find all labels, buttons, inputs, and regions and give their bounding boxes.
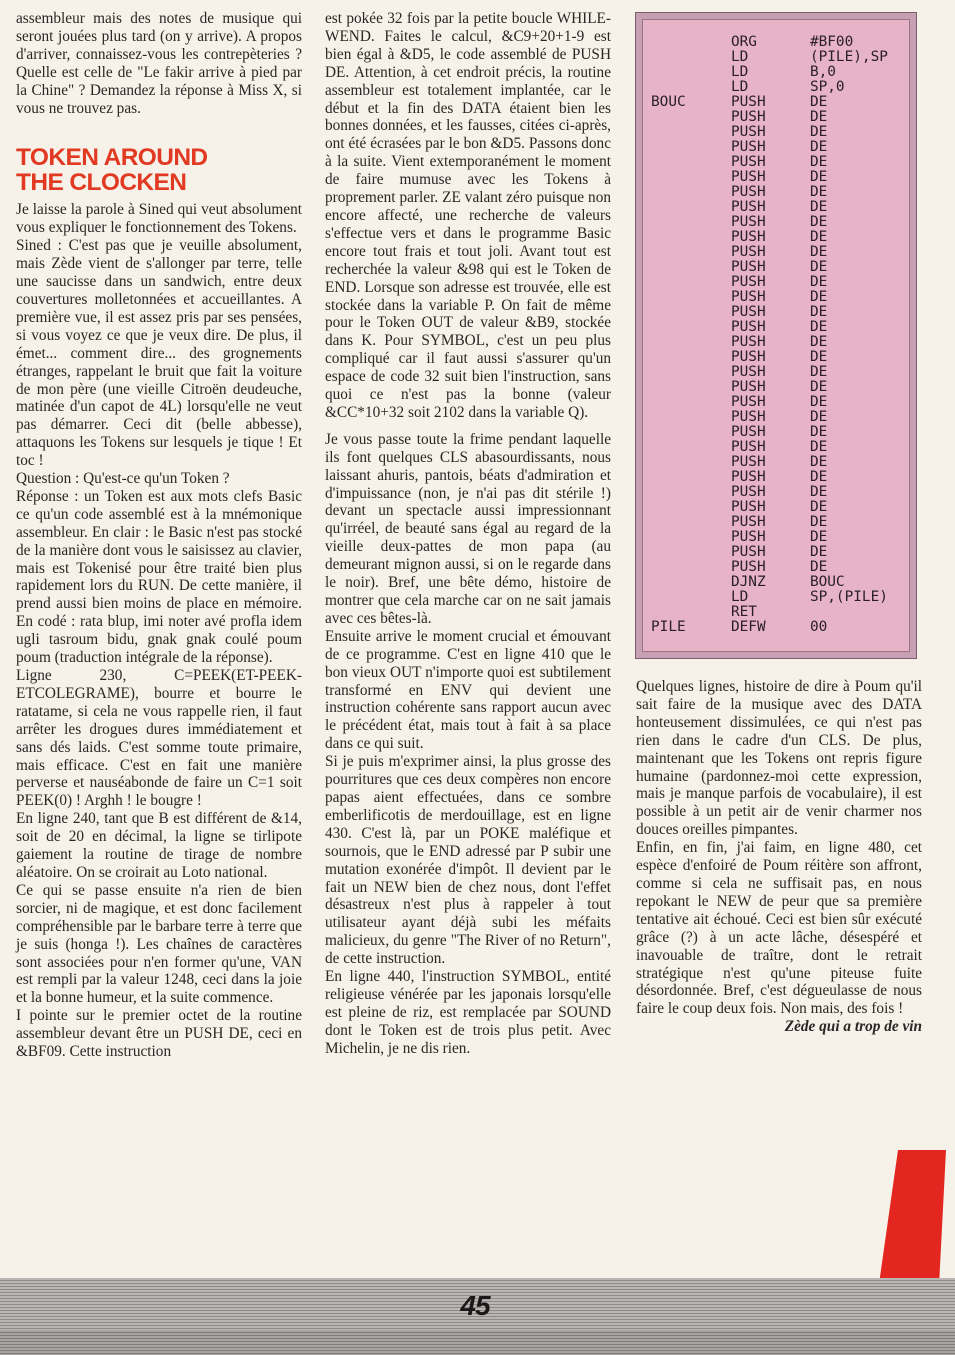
- paragraph: Réponse : un Token est aux mots clefs Basic ce qu'un code assemblé est à la mnémonique assembleur. En clair : le Basic n'est pas stocké de la manière dont vous le saisissez au clavier, mais est Tokenisé pour être traité bien plus rapidement lors du RUN. De cette manière, il prend aussi bien moins de place en mémoire. En codé : rata blup, imi noter avé profla idem ugli tasroum bidu, gnak gnak coulé poum poum (traduction intégrale de la réponse).: [16, 487, 302, 667]
- code-mnemonic: PUSH: [730, 244, 766, 260]
- code-mnemonic: PUSH: [730, 514, 766, 530]
- code-operand: DE: [809, 334, 828, 350]
- paragraph: est pokée 32 fois par la petite boucle WHILE-WEND. Faites le calcul, &C9+20+1-9 est bien égal à &D5, le code assemblé de PUSH DE. Attention, à cet endroit précis, la routine assembleur est totalement implantée, car le début et la fin des DATA étaient bien les bonnes données, et les fausses, citées ci-après, ont été écrasées par le bon &D5. Passons donc à la suite. Vient extemporanément le moment de faire mumuse avec les Tokens à proprement parler. ZE valant zéro puisque non encore affecté, une recherche de valeurs s'effectue vers et dans le programme Basic encore tout frais et tout joli. Avant tout est recherchée la valeur &98 qui est le Token de END. Lorsque son adresse est trouvée, elle est stockée dans la variable P. On fait de même pour le Token OUT de valeur &B9, stockée dans K. Pour SYMBOL, c'est un peu plus compliqué car il faut aussi s'assurer qu'un espace de code 32 suit bien l'instruction, sans quoi ce n'est pas la bonne (valeur &CC*10+32 soit 2102 dans la variable Q).: [325, 10, 611, 421]
- code-label: [647, 485, 731, 500]
- code-label: [647, 410, 731, 425]
- paragraph: Ce qui se passe ensuite n'a rien de bien sorcier, ni de magique, et est donc facilement compréhensible par le barbare terre à terre que je suis (honga !). Les chaînes de caractères sont associées pour n'en former qu'une, VAN est rempli par la valeur 1248, ceci dans la joie et la bonne humeur, et la suite commence.: [16, 881, 302, 1007]
- code-operand: DE: [809, 94, 828, 110]
- code-operand: 00: [809, 619, 828, 635]
- paragraph: En ligne 440, l'instruction SYMBOL, entité religieuse vénérée par les japonais lorsqu'elle est pleine de riz, est remplacée par SOUND dont le Token est de trois plus petit. Avec Michelin, je ne dis rien.: [325, 968, 611, 1057]
- code-line: [647, 575, 909, 590]
- code-operand: DE: [809, 274, 828, 290]
- code-mnemonic: PUSH: [730, 169, 766, 185]
- code-operand: DE: [809, 349, 828, 365]
- code-label: [647, 170, 731, 185]
- author-signature: Zède qui a trop de vin: [784, 1018, 922, 1036]
- code-label: [647, 530, 731, 545]
- code-operand: DE: [809, 169, 828, 185]
- code-line: [647, 50, 909, 65]
- code-label: [647, 320, 731, 335]
- code-label: [647, 575, 731, 590]
- article-column-3: [636, 678, 922, 1036]
- code-line: [647, 35, 909, 50]
- code-mnemonic: PUSH: [730, 259, 766, 275]
- code-mnemonic: PUSH: [730, 379, 766, 395]
- code-mnemonic: PUSH: [730, 394, 766, 410]
- code-label: [647, 365, 731, 380]
- code-label: [647, 590, 731, 605]
- code-line: [647, 350, 909, 365]
- footer-band-lower: [0, 1330, 955, 1355]
- code-operand: DE: [809, 559, 828, 575]
- code-line: [647, 395, 909, 410]
- code-line: [647, 155, 909, 170]
- section-heading: [16, 145, 302, 195]
- code-line: [647, 425, 909, 440]
- code-mnemonic: PUSH: [730, 229, 766, 245]
- code-mnemonic: PUSH: [730, 499, 766, 515]
- code-operand: DE: [809, 409, 828, 425]
- code-line: [647, 200, 909, 215]
- code-label: [647, 230, 731, 245]
- code-mnemonic: PUSH: [730, 139, 766, 155]
- code-mnemonic: LD: [730, 64, 749, 80]
- code-operand: DE: [809, 439, 828, 455]
- code-line: [647, 620, 909, 635]
- code-line: [647, 560, 909, 575]
- code-operand: DE: [809, 544, 828, 560]
- code-label: [647, 155, 731, 170]
- heading-line-1: TOKEN AROUND: [16, 144, 208, 172]
- code-operand: DE: [809, 244, 828, 260]
- code-line: [647, 110, 909, 125]
- code-mnemonic: PUSH: [730, 199, 766, 215]
- code-line: [647, 470, 909, 485]
- code-label: [647, 605, 731, 620]
- code-label: [647, 80, 731, 95]
- code-mnemonic: RET: [730, 604, 757, 620]
- code-operand: DE: [809, 289, 828, 305]
- code-mnemonic: DJNZ: [730, 574, 766, 590]
- code-mnemonic: PUSH: [730, 349, 766, 365]
- code-mnemonic: PUSH: [730, 319, 766, 335]
- code-label: [647, 215, 731, 230]
- code-line: [647, 95, 909, 110]
- code-mnemonic: PUSH: [730, 334, 766, 350]
- code-operand: SP,(PILE): [809, 589, 888, 605]
- article-column-2: [325, 10, 611, 1058]
- code-label: PILE: [651, 619, 686, 635]
- code-mnemonic: PUSH: [730, 529, 766, 545]
- code-line: [647, 335, 909, 350]
- code-mnemonic: PUSH: [730, 424, 766, 440]
- paragraph: Quelques lignes, histoire de dire à Poum qu'il sait faire de la musique avec des DATA honteusement dissimulées, ce qui n'est pas rien dans le cadre d'un CLS. De plus, maintenant que les Tokens ont repris figure humaine (pardonnez-moi cette expression, mais je manque parfois de vocabulaire), il est possible à un petit air de venir charmer nos douces oreilles pimpantes.: [636, 678, 922, 839]
- code-operand: DE: [809, 184, 828, 200]
- code-mnemonic: PUSH: [730, 469, 766, 485]
- code-label: [647, 395, 731, 410]
- code-line: [647, 230, 909, 245]
- code-operand: #BF00: [809, 34, 854, 50]
- paragraph: En ligne 240, tant que B est différent de &14, soit de 20 en décimal, la ligne se tirlipote gaiement la routine de tirage de nombre aléatoire. On se croirait au Loto national.: [16, 810, 302, 881]
- code-line: [647, 170, 909, 185]
- paragraph: Question : Qu'est-ce qu'un Token ?: [16, 470, 230, 488]
- code-line: [647, 605, 909, 620]
- article-column-1: [16, 10, 302, 1061]
- code-operand: DE: [809, 229, 828, 245]
- code-label: [647, 35, 731, 50]
- code-operand: DE: [809, 514, 828, 530]
- code-operand: DE: [809, 154, 828, 170]
- code-operand: DE: [809, 469, 828, 485]
- code-line: [647, 215, 909, 230]
- code-label: [647, 560, 731, 575]
- code-operand: DE: [809, 394, 828, 410]
- code-mnemonic: PUSH: [730, 559, 766, 575]
- assembly-listing: [642, 19, 910, 652]
- code-line: [647, 125, 909, 140]
- code-label: [647, 380, 731, 395]
- code-operand: DE: [809, 139, 828, 155]
- code-line: [647, 590, 909, 605]
- code-line: [647, 530, 909, 545]
- code-operand: DE: [809, 454, 828, 470]
- code-mnemonic: PUSH: [730, 289, 766, 305]
- code-line: [647, 515, 909, 530]
- code-mnemonic: PUSH: [730, 94, 766, 110]
- code-line: [647, 185, 909, 200]
- paragraph: Si je puis m'exprimer ainsi, la plus grosse des pourritures que ces deux compères non encore papas aient effectuées, dans ce sombre emberlificotis de merdouillage, est en ligne 430. C'est là, par un POKE maléfique et sournois, que le END adressé par P subir une mutation exonérée d'impôt. Il devient par le fait un NEW bien de chez nous, dont l'effet désastreux n'est plus à rappeler à tout utilisateur ayant déjà subi les méfaits malicieux, du genre "The River of no Return", de cette instruction.: [325, 753, 611, 968]
- paragraph: I pointe sur le premier octet de la routine assembleur devant être un PUSH DE, ceci en &BF09. Cette instruction: [16, 1007, 302, 1061]
- code-line: [647, 245, 909, 260]
- code-label: [647, 140, 731, 155]
- code-operand: DE: [809, 259, 828, 275]
- code-mnemonic: PUSH: [730, 184, 766, 200]
- code-operand: DE: [809, 499, 828, 515]
- code-operand: DE: [809, 529, 828, 545]
- code-mnemonic: LD: [730, 79, 749, 95]
- code-label: [647, 455, 731, 470]
- code-operand: DE: [809, 214, 828, 230]
- code-line: [647, 440, 909, 455]
- code-line: [647, 410, 909, 425]
- code-operand: SP,0: [809, 79, 845, 95]
- code-line: [647, 500, 909, 515]
- paragraph: Je laisse la parole à Sined qui veut absolument vous expliquer le fonctionnement des Tokens.: [16, 201, 302, 237]
- code-label: [647, 515, 731, 530]
- code-label: [647, 125, 731, 140]
- code-operand: BOUC: [809, 574, 845, 590]
- code-line: [647, 260, 909, 275]
- code-mnemonic: PUSH: [730, 544, 766, 560]
- code-label: [647, 275, 731, 290]
- code-line: [647, 65, 909, 80]
- code-mnemonic: PUSH: [730, 274, 766, 290]
- code-line: [647, 485, 909, 500]
- code-mnemonic: PUSH: [730, 214, 766, 230]
- code-mnemonic: ORG: [730, 34, 757, 50]
- code-label: [647, 245, 731, 260]
- code-operand: DE: [809, 304, 828, 320]
- code-mnemonic: PUSH: [730, 484, 766, 500]
- code-line: [647, 380, 909, 395]
- code-line: [647, 305, 909, 320]
- code-mnemonic: PUSH: [730, 454, 766, 470]
- code-mnemonic: PUSH: [730, 109, 766, 125]
- code-label: [647, 500, 731, 515]
- code-mnemonic: PUSH: [730, 439, 766, 455]
- code-label: [647, 545, 731, 560]
- code-operand: B,0: [809, 64, 836, 80]
- code-line: [647, 80, 909, 95]
- code-mnemonic: PUSH: [730, 154, 766, 170]
- code-line: [647, 275, 909, 290]
- code-mnemonic: PUSH: [730, 364, 766, 380]
- code-label: [647, 50, 731, 65]
- code-operand: DE: [809, 319, 828, 335]
- code-mnemonic: PUSH: [730, 124, 766, 140]
- code-label: [647, 440, 731, 455]
- code-mnemonic: LD: [730, 589, 749, 605]
- code-operand: [810, 605, 909, 620]
- code-label: [647, 200, 731, 215]
- code-mnemonic: PUSH: [730, 304, 766, 320]
- code-line: [647, 455, 909, 470]
- code-label: [647, 110, 731, 125]
- code-operand: DE: [809, 199, 828, 215]
- code-label: [647, 185, 731, 200]
- code-line: [647, 365, 909, 380]
- paragraph: Ensuite arrive le moment crucial et émouvant de ce programme. C'est en ligne 410 que le bon vieux OUT n'importe quoi est subtilement transformé en ENV qui devient une instruction cohérente sans rapport aucun avec le précédent état, mais tout à fait à sa place dans ce qui suit.: [325, 627, 611, 753]
- code-operand: DE: [809, 124, 828, 140]
- code-label: [647, 350, 731, 365]
- code-line: [647, 545, 909, 560]
- code-mnemonic: LD: [730, 49, 749, 65]
- code-label: BOUC: [651, 94, 686, 110]
- paragraph: assembleur mais des notes de musique qui seront jouées plus tard (on y arrive). A propos d'arriver, connaissez-vous les contrepèteries ? Quelle est celle de "Le fakir arrive à pied par la Chine" ? Demandez la réponse à Miss X, si vous ne trouvez pas.: [16, 10, 302, 117]
- paragraph: Ligne 230, C=PEEK(ET-PEEK-ETCOLEGRAME), bourre et bourre le ratatame, si cela ne vous rappelle rien, il faut arrêter les drogues dures immédiatement et sans dés laids. C'est somme toute primaire, mais efficace. C'est en fait une manière perverse et nauséabonde de faire un C=1 soit PEEK(0) ! Arghh ! le bougre !: [16, 667, 302, 810]
- code-operand: DE: [809, 379, 828, 395]
- code-label: [647, 260, 731, 275]
- code-label: [647, 425, 731, 440]
- paragraph: Je vous passe toute la frime pendant laquelle ils font quelques CLS abasourdissants, nous laissant ahuris, pantois, béats d'admiration et d'impuissance (non, je n'ai pas dit stérile !) devant un spectacle aussi impressionnant qu'irréel, de beauté sans égal au regard de la vieille deux-pattes de mon papa (au demeurant mignon aussi, si on le regarde dans le noir). Bref, une bête démo, histoire de montrer que cela marche car on ne sait jamais avec ces bêtes-là.: [325, 430, 611, 627]
- code-operand: DE: [809, 364, 828, 380]
- code-line: [647, 140, 909, 155]
- code-label: [647, 305, 731, 320]
- code-operand: DE: [809, 109, 828, 125]
- code-mnemonic: DEFW: [730, 619, 766, 635]
- code-table: [647, 35, 909, 635]
- code-label: [647, 65, 731, 80]
- assembly-listing-box: [635, 12, 917, 659]
- paragraph: Enfin, en fin, j'ai faim, en ligne 480, cet espèce d'enfoiré de Poum réitère son affront, comme si cela ne suffisait pas, en nous repokant le NEW de peur que sa première tentative ait échoué. Ceci est bien sûr exécuté grâce (?) à un acte lâche, désespéré et inavouable de traître, dont le retrait stratégique n'est qu'une piteuse fuite désordonnée. Bref, c'est dégueulasse de nous faire le coup deux fois. Non mais, des fois !: [636, 839, 922, 1018]
- code-label: [647, 290, 731, 305]
- code-operand: (PILE),SP: [809, 49, 888, 65]
- code-label: [647, 470, 731, 485]
- code-operand: DE: [809, 484, 828, 500]
- code-line: [647, 290, 909, 305]
- code-mnemonic: PUSH: [730, 409, 766, 425]
- paragraph: Sined : C'est pas que je veuille absolument, mais Zède vient de s'allonger par terre, telle une saucisse dans un sandwich, entre deux couvertures molletonnées et accueillantes. A première vue, il est assez pris par ses pensées, si vous voyez ce que je veux dire. De plus, il émet... comment dire... des grognements étranges, rappelant le bruit que fait la voiture de mon père (une vieille Citroën deudeuche, matinée d'un capot de 4L) lorsqu'elle ne veut pas démarrer. Ceci dit (belle abbesse), attaquons les Tokens sur lesquels je tique ! Et toc !: [16, 237, 302, 470]
- page-number: 45: [460, 1290, 490, 1321]
- code-line: [647, 320, 909, 335]
- code-label: [647, 335, 731, 350]
- heading-line-2: THE CLOCKEN: [16, 169, 187, 197]
- code-operand: DE: [809, 424, 828, 440]
